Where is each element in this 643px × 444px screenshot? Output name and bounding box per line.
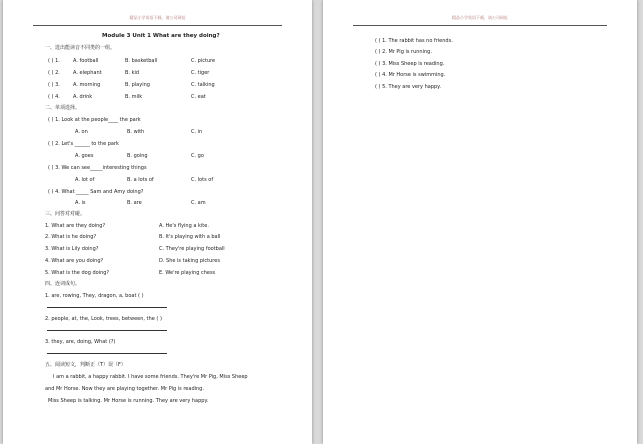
s2-q1-option-a: A. on [75, 129, 88, 135]
s1-q2-option-b: B. kid [125, 70, 140, 76]
s4-item-3: 3. they, are, doing, What (?) [45, 339, 116, 345]
s2-q2-question: ( ) 2. Let's ______ to the park [48, 141, 119, 147]
s2-q4-option-c: C. am [191, 200, 206, 206]
tf-statement-1: ( ) 1. The rabbit has no friends. [375, 38, 453, 44]
s4-answer-line-1 [47, 304, 167, 310]
s4-answer-line-3 [47, 350, 167, 356]
passage-line-1: I am a rabbit, a happy rabbit. I have some friends. They're Mr Pig, Miss Sheep [53, 374, 248, 380]
section4-heading: 四、连词成句。 [45, 281, 81, 287]
s1-q4-option-b: B. milk [125, 94, 143, 100]
section5-heading: 五、阅读短文，判断正（T）误（F） [45, 362, 126, 368]
s4-answer-line-2 [47, 327, 167, 333]
s1-q3-number: ( ) 3. [48, 82, 60, 88]
s1-q4-option-a: A. drink [73, 94, 93, 100]
passage-line-2: and Mr Horse. Now they are playing together. Mr Pig is reading. [45, 386, 204, 392]
s2-q4-option-b: B. are [127, 200, 142, 206]
s3-answer-c: C. They're playing football [159, 246, 225, 252]
section1-heading: 一、选出能读音不同类的一组。 [45, 45, 116, 51]
s1-q2-option-a: A. elephant [73, 70, 102, 76]
passage-line-3: Miss Sheep is talking. Mr Horse is running. They are very happy. [48, 398, 209, 404]
document-page-2 [323, 0, 637, 444]
s1-q1-option-a: A. football [73, 58, 99, 64]
s3-answer-d: D. She is taking pictures [159, 258, 220, 264]
s1-q2-number: ( ) 2. [48, 70, 60, 76]
page-header-note: 精品小学英语下载，请公司网址 [129, 15, 186, 20]
tf-statement-2: ( ) 2. Mr Pig is running. [375, 49, 432, 55]
s1-q3-option-b: B. playing [125, 82, 150, 88]
s2-q2-option-b: B. going [127, 153, 148, 159]
section3-heading: 三、问答对对碰。 [45, 211, 86, 217]
s3-question-5: 5. What is the dog doing? [45, 270, 110, 276]
s1-q3-option-a: A. morning [73, 82, 101, 88]
s3-question-2: 2. What is he doing? [45, 234, 97, 240]
s4-item-2: 2. people, at, the, Look, trees, between, the ( ) [45, 316, 162, 322]
s2-q3-question: ( ) 3. We can see_____interesting things [48, 165, 147, 171]
section2-heading: 二、单项选择。 [45, 105, 81, 111]
s2-q3-option-b: B. a lots of [127, 177, 154, 183]
s1-q1-option-b: B. basketball [125, 58, 158, 64]
s2-q1-option-b: B. with [127, 129, 145, 135]
s4-item-1: 1. are, rowing, They, dragon, a, boat ( ) [45, 293, 144, 299]
header-rule-2 [353, 25, 607, 26]
s2-q2-option-a: A. goes [75, 153, 94, 159]
s1-q4-number: ( ) 4. [48, 94, 60, 100]
s2-q1-question: ( ) 1. Look at the people____ the park [48, 117, 141, 123]
document-page-1 [3, 0, 312, 444]
tf-statement-3: ( ) 3. Miss Sheep is reading. [375, 61, 445, 67]
s1-q1-option-c: C. picture [191, 58, 216, 64]
page-header-note-2: 精品小学英语下载，请公司网址 [452, 15, 508, 20]
s3-question-1: 1. What are they doing? [45, 223, 106, 229]
s3-question-3: 3. What is Lily doing? [45, 246, 99, 252]
s3-answer-b: B. It's playing with a ball [159, 234, 221, 240]
s2-q4-option-a: A. is [75, 200, 86, 206]
tf-statement-5: ( ) 5. They are very happy. [375, 84, 442, 90]
s2-q3-option-a: A. lot of [75, 177, 95, 183]
tf-statement-4: ( ) 4. Mr Horse is swimming. [375, 72, 446, 78]
s3-answer-a: A. He's flying a kite. [159, 223, 209, 229]
s2-q1-option-c: C. in [191, 129, 203, 135]
s3-answer-e: E. We're playing chess [159, 270, 216, 276]
header-rule [33, 25, 282, 26]
s1-q4-option-c: C. eat [191, 94, 206, 100]
s3-question-4: 4. What are you doing? [45, 258, 104, 264]
s2-q2-option-c: C. go [191, 153, 204, 159]
s1-q3-option-c: C. talking [191, 82, 215, 88]
s1-q1-number: ( ) 1. [48, 58, 60, 64]
s2-q3-option-c: C. lots of [191, 177, 214, 183]
s2-q4-question: ( ) 4. What _____ Sam and Amy doing? [48, 189, 144, 195]
worksheet-title: Module 3 Unit 1 What are they doing? [102, 33, 220, 39]
s1-q2-option-c: C. tiger [191, 70, 210, 76]
